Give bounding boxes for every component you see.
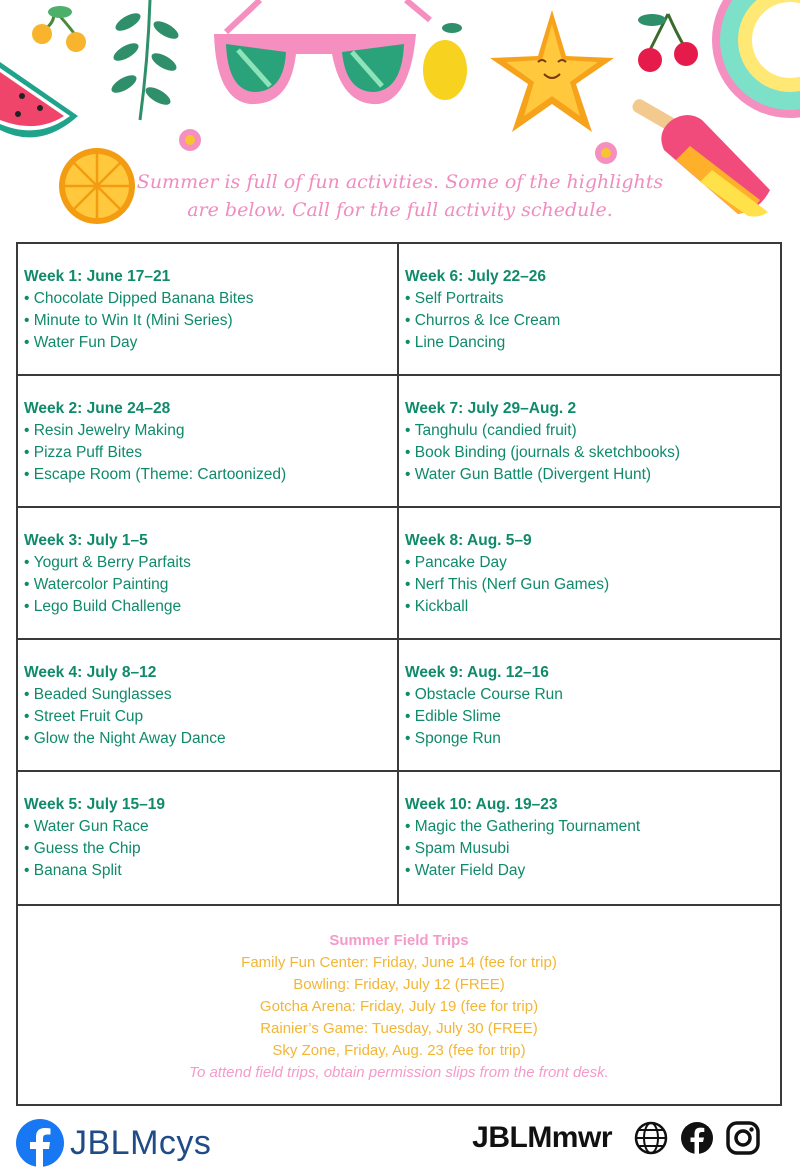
summer-header [0, 0, 800, 232]
week-cell [399, 640, 780, 772]
activity-item: • Magic the Gathering Tournament [405, 816, 774, 838]
week-cell [399, 508, 780, 640]
activity-item: • Water Gun Race [24, 816, 391, 838]
week-cell [399, 244, 780, 376]
week-title: Week 3: July 1–5 [24, 532, 148, 549]
field-trips-title: Summer Field Trips [329, 932, 469, 949]
activity-item: • Guess the Chip [24, 838, 391, 860]
activity-item: • Line Dancing [405, 332, 774, 354]
activity-item: • Churros & Ice Cream [405, 310, 774, 332]
activity-item: • Yogurt & Berry Parfaits [24, 552, 391, 574]
weekly-schedule-grid [16, 242, 782, 906]
field-trip-item: Sky Zone, Friday, Aug. 23 (fee for trip) [272, 1042, 526, 1059]
activity-item: • Spam Musubi [405, 838, 774, 860]
activity-item: • Sponge Run [405, 728, 774, 750]
jblmmwr-brand[interactable]: JBLMmwr [472, 1121, 612, 1154]
globe-www-icon[interactable] [634, 1121, 668, 1155]
activity-item: • Edible Slime [405, 706, 774, 728]
week-title: Week 9: Aug. 12–16 [405, 664, 549, 681]
activity-item: • Pancake Day [405, 552, 774, 574]
lemon-icon [423, 23, 467, 100]
activity-item: • Banana Split [24, 860, 391, 882]
field-trip-item: Rainier’s Game: Tuesday, July 30 (FREE) [260, 1020, 538, 1037]
week-cell [399, 772, 780, 904]
week-cell [18, 376, 399, 508]
leaf-sprig-icon [109, 0, 181, 120]
week-title: Week 2: June 24–28 [24, 400, 171, 417]
cherries-icon [32, 6, 86, 52]
week-title: Week 6: July 22–26 [405, 268, 547, 285]
week-cell [18, 772, 399, 904]
week-cell [18, 508, 399, 640]
activity-item: • Water Fun Day [24, 332, 391, 354]
activity-item: • Nerf This (Nerf Gun Games) [405, 574, 774, 596]
intro-line-1: Summer is full of fun activities. Some of the highlights [136, 171, 664, 193]
field-trip-item: Family Fun Center: Friday, June 14 (fee for trip) [241, 954, 557, 971]
week-cell [18, 244, 399, 376]
week-title: Week 10: Aug. 19–23 [405, 796, 558, 813]
activity-item: • Glow the Night Away Dance [24, 728, 391, 750]
field-trips-box [16, 904, 782, 1106]
activity-item: • Street Fruit Cup [24, 706, 391, 728]
activity-item: • Lego Build Challenge [24, 596, 391, 618]
activity-item: • Escape Room (Theme: Cartoonized) [24, 464, 391, 486]
activity-item: • Pizza Puff Bites [24, 442, 391, 464]
flower-icon [179, 129, 617, 164]
activity-item: • Minute to Win It (Mini Series) [24, 310, 391, 332]
activity-item: • Water Gun Battle (Divergent Hunt) [405, 464, 774, 486]
week-cell [18, 640, 399, 772]
footer-right-brand [472, 1118, 760, 1158]
field-trips-note: To attend field trips, obtain permission slips from the front desk. [189, 1064, 609, 1081]
week-title: Week 8: Aug. 5–9 [405, 532, 532, 549]
jblmcys-brand[interactable]: JBLMcys [70, 1123, 212, 1162]
activity-item: • Obstacle Course Run [405, 684, 774, 706]
intro-text [120, 168, 680, 224]
activity-item: • Watercolor Painting [24, 574, 391, 596]
facebook-icon[interactable] [680, 1121, 714, 1155]
activity-item: • Resin Jewelry Making [24, 420, 391, 442]
watermelon-icon [0, 62, 78, 137]
field-trip-item: Bowling: Friday, July 12 (FREE) [293, 976, 505, 993]
activity-item: • Kickball [405, 596, 774, 618]
instagram-icon[interactable] [726, 1121, 760, 1155]
activity-item: • Beaded Sunglasses [24, 684, 391, 706]
activity-item: • Self Portraits [405, 288, 774, 310]
week-title: Week 1: June 17–21 [24, 268, 171, 285]
sunglasses-icon [214, 0, 430, 104]
week-cell [399, 376, 780, 508]
field-trip-item: Gotcha Arena: Friday, July 19 (fee for trip) [259, 998, 539, 1015]
week-title: Week 4: July 8–12 [24, 664, 157, 681]
starfish-icon [490, 10, 614, 132]
donut-float-icon [712, 0, 800, 118]
activity-item: • Chocolate Dipped Banana Bites [24, 288, 391, 310]
week-title: Week 5: July 15–19 [24, 796, 166, 813]
week-title: Week 7: July 29–Aug. 2 [405, 400, 577, 417]
footer-left-brand [16, 1118, 211, 1168]
activity-item: • Tanghulu (candied fruit) [405, 420, 774, 442]
facebook-icon[interactable] [16, 1119, 64, 1167]
intro-line-2: are below. Call for the full activity schedule. [187, 199, 613, 221]
activity-item: • Water Field Day [405, 860, 774, 882]
cherry-pair-icon [638, 14, 698, 72]
activity-item: • Book Binding (journals & sketchbooks) [405, 442, 774, 464]
